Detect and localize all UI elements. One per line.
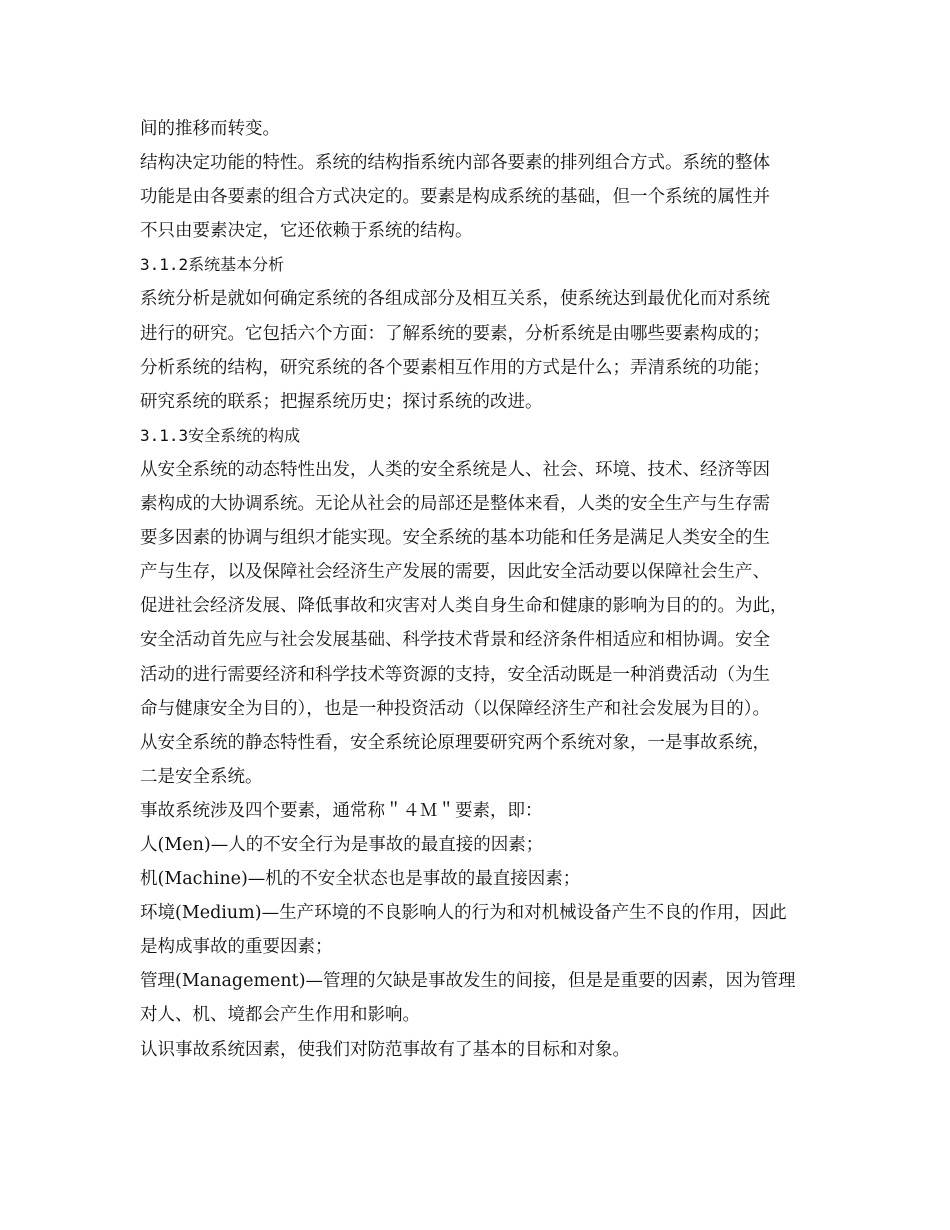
list-item-medium: 环境(Medium)—生产环境的不良影响人的行为和对机械设备产生不良的作用，因此 [140,903,787,924]
text-line: 认识事故系统因素，使我们对防范事故有了基本的目标和对象。 [140,1039,630,1060]
list-item-management: 管理(Management)—管理的欠缺是事故发生的间接，但是是重要的因素，因为管理 [140,971,796,992]
text-line: 活动的进行需要经济和科学技术等资源的支持，安全活动既是一种消费活动（为生 [140,664,770,685]
list-item-men: 人(Men)—人的不安全行为是事故的最直接的因素； [140,834,544,855]
text-line: 安全活动首先应与社会发展基础、科学技术背景和经济条件相适应和相协调。安全 [140,630,770,651]
text-line: 素构成的大协调系统。无论从社会的局部还是整体来看，人类的安全生产与生存需 [140,494,770,515]
text-line: 从安全系统的动态特性出发，人类的安全系统是人、社会、环境、技术、经济等因 [140,459,770,480]
text-line: 进行的研究。它包括六个方面：了解系统的要素，分析系统是由哪些要素构成的； [140,323,770,344]
document-body [140,112,830,1067]
section-heading-3-1-2: 3.1.2系统基本分析 [140,255,285,275]
section-heading-3-1-3: 3.1.3安全系统的构成 [140,425,301,445]
text-line: 事故系统涉及四个要素，通常称＂４Ｍ＂要素，即： [140,800,543,821]
text-line: 促进社会经济发展、降低事故和灾害对人类自身生命和健康的影响为目的的。为此， [140,596,788,617]
text-line: 不只由要素决定，它还依赖于系统的结构。 [140,221,473,242]
text-line: 二是安全系统。 [140,766,263,787]
text-line: 要多因素的协调与组织才能实现。安全系统的基本功能和任务是满足人类安全的生 [140,528,770,549]
text-line: 命与健康安全为目的），也是一种投资活动（以保障经济生产和社会发展为目的）。 [140,698,770,719]
text-line: 对人、机、境都会产生作用和影响。 [140,1005,420,1026]
text-line: 产与生存，以及保障社会经济生产发展的需要，因此安全活动要以保障社会生产、 [140,562,770,583]
text-line: 间的推移而转变。 [140,119,280,139]
text-line: 分析系统的结构，研究系统的各个要素相互作用的方式是什么；弄清系统的功能； [140,357,770,378]
text-line: 研究系统的联系；把握系统历史；探讨系统的改进。 [140,391,543,412]
list-item-machine: 机(Machine)—机的不安全状态也是事故的最直接因素； [140,869,581,890]
text-line: 是构成事故的重要因素； [140,937,333,958]
text-line: 结构决定功能的特性。系统的结构指系统内部各要素的排列组合方式。系统的整体 [140,153,770,174]
text-line: 功能是由各要素的组合方式决定的。要素是构成系统的基础，但一个系统的属性并 [140,187,770,208]
text-line: 从安全系统的静态特性看，安全系统论原理要研究两个系统对象，一是事故系统， [140,732,770,753]
text-line: 系统分析是就如何确定系统的各组成部分及相互关系，使系统达到最优化而对系统 [140,289,770,310]
